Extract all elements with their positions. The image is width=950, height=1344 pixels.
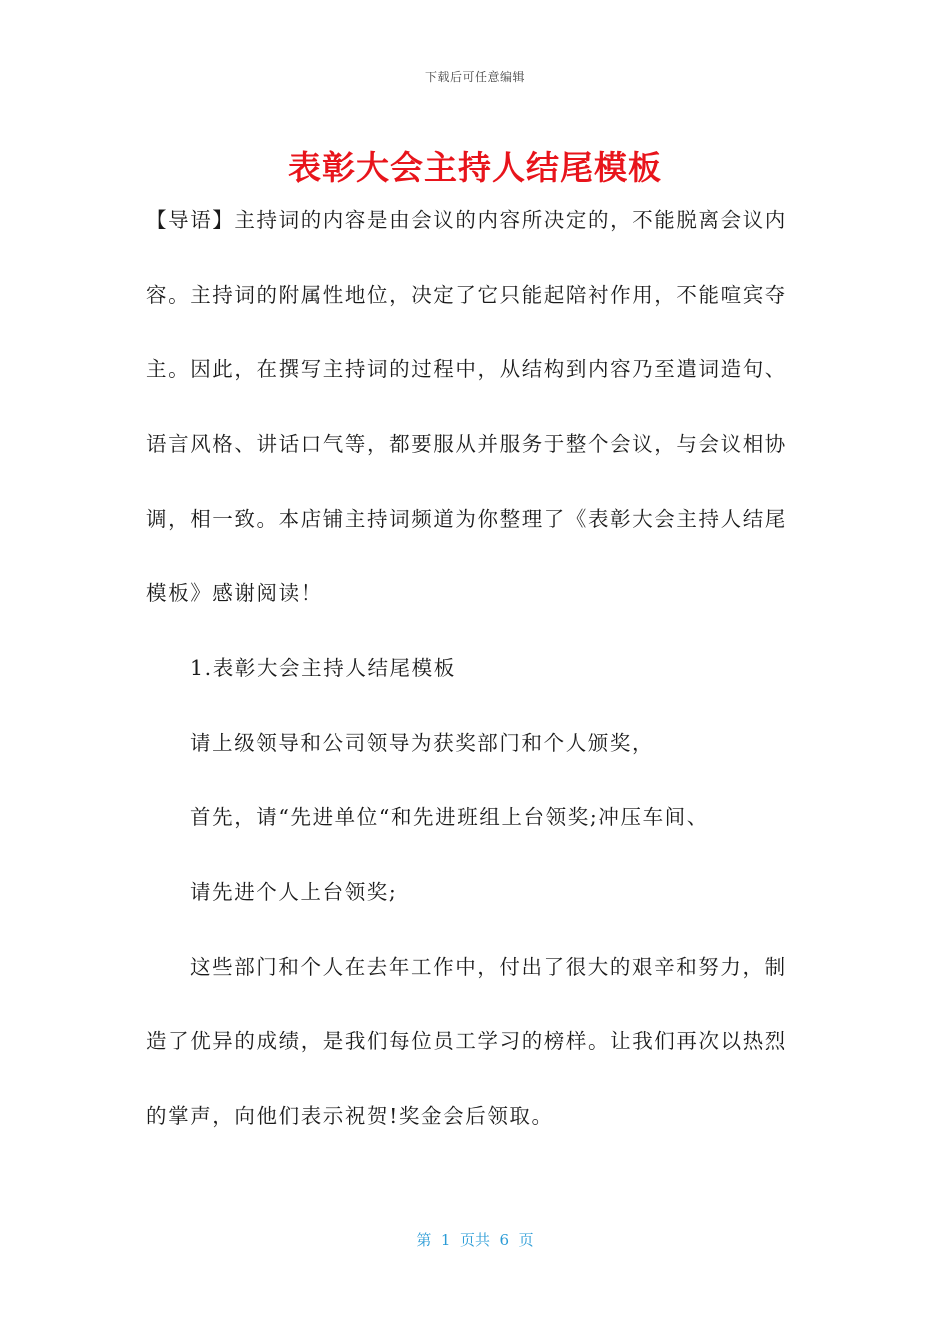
body-line: 调，相一致。本店铺主持词频道为你整理了《表彰大会主持人结尾 xyxy=(146,507,787,531)
body-line: 主。因此，在撰写主持词的过程中，从结构到内容乃至遣词造句、 xyxy=(146,357,787,381)
body-line: 请上级领导和公司领导为获奖部门和个人颁奖， xyxy=(190,731,655,755)
body-line: 模板》感谢阅读！ xyxy=(146,581,323,605)
header-note: 下载后可任意编辑 xyxy=(424,70,525,84)
body-line: 容。主持词的附属性地位，决定了它只能起陪衬作用，不能喧宾夺 xyxy=(146,283,787,307)
body-line: 请先进个人上台领奖; xyxy=(190,880,398,904)
body-line: 【导语】主持词的内容是由会议的内容所决定的，不能脱离会议内 xyxy=(146,208,787,232)
body-line: 首先，请“先进单位“和先进班组上台领奖;冲压车间、 xyxy=(190,805,709,829)
document-title: 表彰大会主持人结尾模板 xyxy=(288,148,662,187)
section-heading: 1.表彰大会主持人结尾模板 xyxy=(190,656,456,680)
body-line: 这些部门和个人在去年工作中，付出了很大的艰辛和努力，制 xyxy=(190,955,787,979)
body-line: 语言风格、讲话口气等，都要服从并服务于整个会议，与会议相协 xyxy=(146,432,787,456)
page-number-footer: 第 1 页共 6 页 xyxy=(416,1231,534,1249)
body-line: 的掌声，向他们表示祝贺!奖金会后领取。 xyxy=(146,1104,554,1128)
body-line: 造了优异的成绩，是我们每位员工学习的榜样。让我们再次以热烈 xyxy=(146,1029,787,1053)
